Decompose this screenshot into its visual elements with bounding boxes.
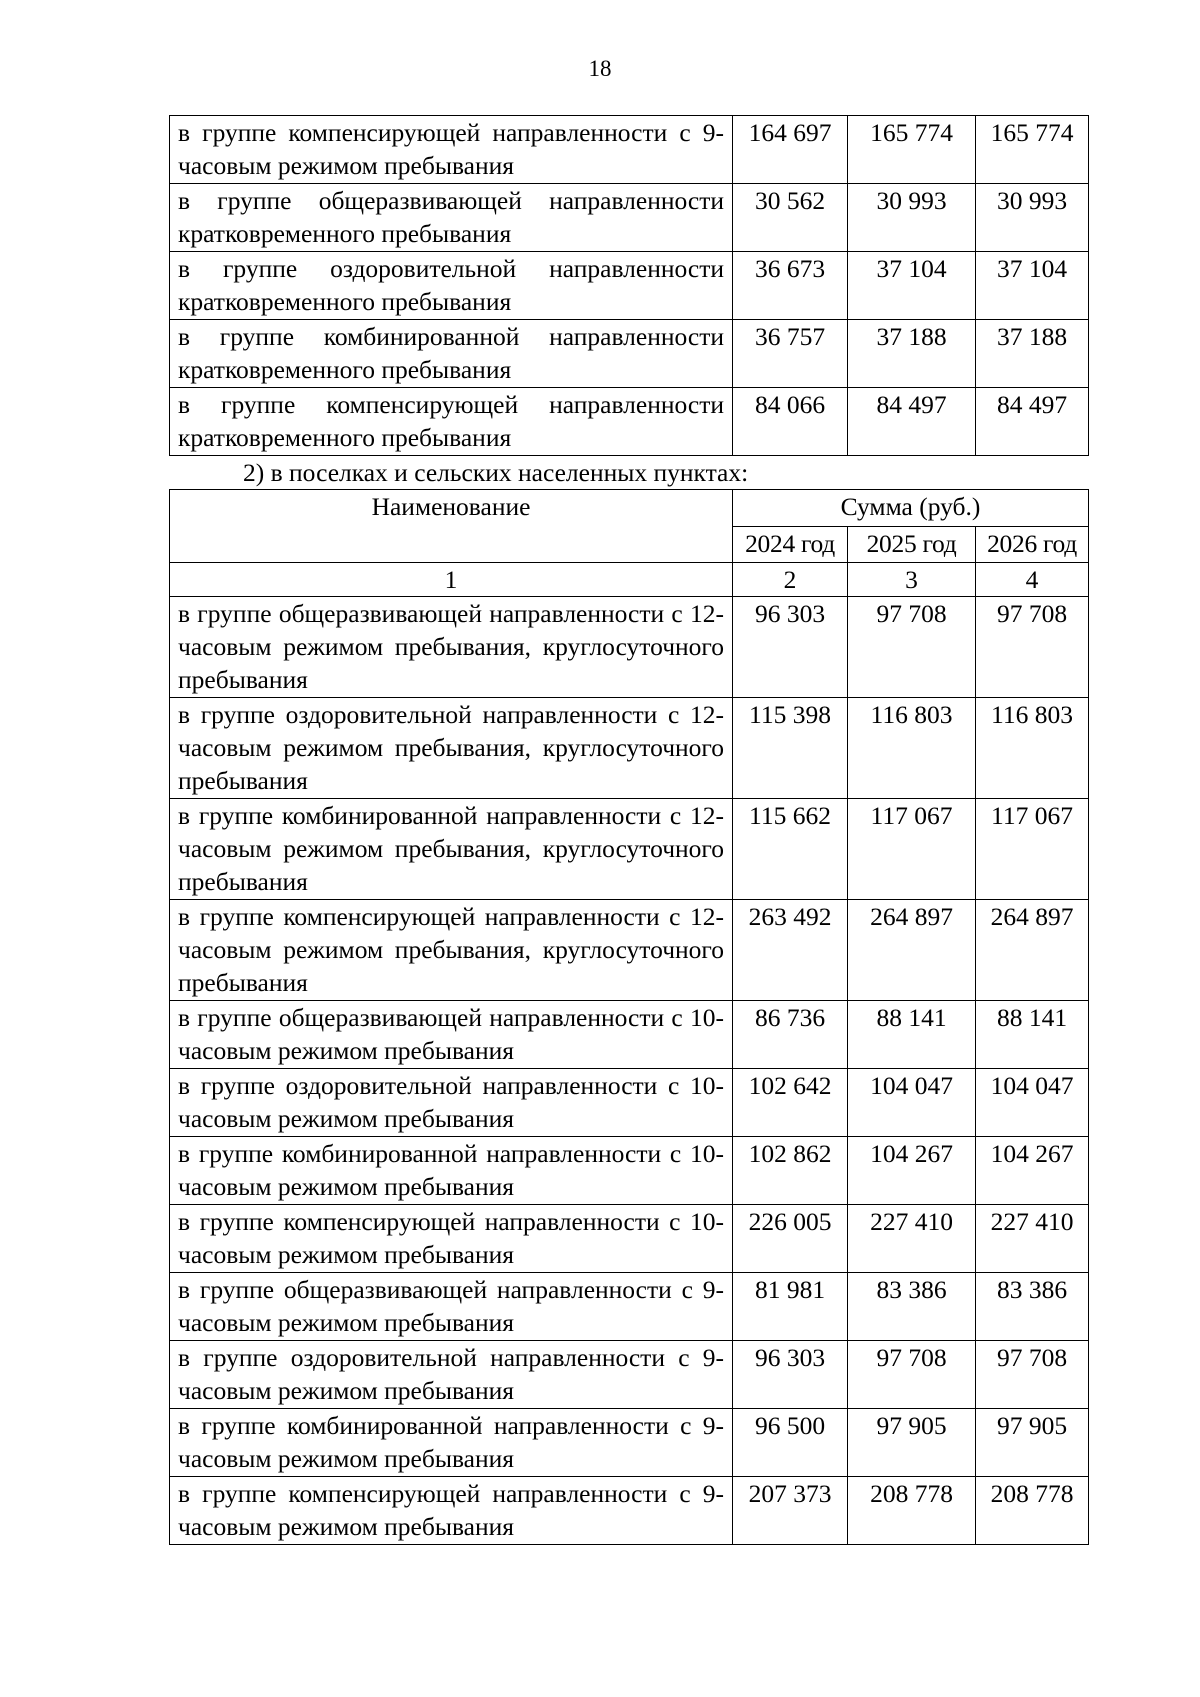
table-row: [170, 1205, 1089, 1273]
value-2025: 116 803: [848, 698, 976, 799]
value-2026: 30 993: [976, 184, 1089, 252]
row-name: в группе оздоровительной направленности с 9-часовым режимом пребывания: [170, 1341, 733, 1409]
value-2025: 97 708: [848, 597, 976, 698]
row-name: в группе компенсирующей направленности кратковременного пребывания: [170, 388, 733, 456]
table-row: [170, 1409, 1089, 1477]
value-2026: 37 188: [976, 320, 1089, 388]
value-2026: 104 267: [976, 1137, 1089, 1205]
row-name: в группе компенсирующей направленности с 12-часовым режимом пребывания, круглосуточного пребывания: [170, 900, 733, 1001]
value-2026: 37 104: [976, 252, 1089, 320]
value-2026: 116 803: [976, 698, 1089, 799]
value-2024: 115 662: [733, 799, 848, 900]
table-row: [170, 698, 1089, 799]
header-row: [170, 490, 1089, 527]
row-name: в группе общеразвивающей направленности с 9-часовым режимом пребывания: [170, 1273, 733, 1341]
value-2024: 102 642: [733, 1069, 848, 1137]
table-row: [170, 388, 1089, 456]
value-2025: 165 774: [848, 116, 976, 184]
value-2025: 37 104: [848, 252, 976, 320]
table-row: [170, 1273, 1089, 1341]
value-2024: 96 500: [733, 1409, 848, 1477]
value-2026: 84 497: [976, 388, 1089, 456]
row-name: в группе общеразвивающей направленности с 10-часовым режимом пребывания: [170, 1001, 733, 1069]
table-row: [170, 184, 1089, 252]
row-name: в группе комбинированной направленности кратковременного пребывания: [170, 320, 733, 388]
value-2025: 88 141: [848, 1001, 976, 1069]
value-2025: 104 047: [848, 1069, 976, 1137]
value-2024: 226 005: [733, 1205, 848, 1273]
value-2025: 37 188: [848, 320, 976, 388]
value-2025: 227 410: [848, 1205, 976, 1273]
value-2025: 84 497: [848, 388, 976, 456]
value-2026: 264 897: [976, 900, 1089, 1001]
table-row: [170, 799, 1089, 900]
table-row: [170, 1137, 1089, 1205]
column-number-3: 3: [848, 563, 976, 597]
value-2026: 97 905: [976, 1409, 1089, 1477]
table-row: [170, 597, 1089, 698]
row-name: в группе комбинированной направленности с 9-часовым режимом пребывания: [170, 1409, 733, 1477]
column-header-2025: 2025 год: [848, 527, 976, 563]
table-row: [170, 900, 1089, 1001]
table-row: [170, 320, 1089, 388]
value-2025: 208 778: [848, 1477, 976, 1545]
value-2025: 117 067: [848, 799, 976, 900]
column-header-sum: Сумма (руб.): [733, 490, 1089, 527]
value-2026: 165 774: [976, 116, 1089, 184]
row-name: в группе оздоровительной направленности с 12-часовым режимом пребывания, круглосуточного пребывания: [170, 698, 733, 799]
value-2026: 88 141: [976, 1001, 1089, 1069]
value-2024: 207 373: [733, 1477, 848, 1545]
table-row: [170, 1477, 1089, 1545]
value-2025: 264 897: [848, 900, 976, 1001]
value-2024: 96 303: [733, 1341, 848, 1409]
value-2025: 83 386: [848, 1273, 976, 1341]
value-2024: 84 066: [733, 388, 848, 456]
column-header-name: Наименование: [170, 490, 733, 563]
column-number-4: 4: [976, 563, 1089, 597]
row-name: в группе комбинированной направленности с 12-часовым режимом пребывания, круглосуточного пребывания: [170, 799, 733, 900]
value-2026: 104 047: [976, 1069, 1089, 1137]
value-2024: 164 697: [733, 116, 848, 184]
row-name: в группе оздоровительной направленности с 10-часовым режимом пребывания: [170, 1069, 733, 1137]
value-2024: 30 562: [733, 184, 848, 252]
value-2024: 102 862: [733, 1137, 848, 1205]
header-row-numbers: [170, 563, 1089, 597]
table-row: [170, 1341, 1089, 1409]
table-row: [170, 116, 1089, 184]
value-2026: 117 067: [976, 799, 1089, 900]
table-row: [170, 1001, 1089, 1069]
value-2025: 30 993: [848, 184, 976, 252]
value-2024: 263 492: [733, 900, 848, 1001]
table-row: [170, 252, 1089, 320]
row-name: в группе компенсирующей направленности с 9-часовым режимом пребывания: [170, 1477, 733, 1545]
value-2024: 96 303: [733, 597, 848, 698]
value-2024: 115 398: [733, 698, 848, 799]
value-2025: 104 267: [848, 1137, 976, 1205]
value-2025: 97 708: [848, 1341, 976, 1409]
row-name: в группе комбинированной направленности с 10-часовым режимом пребывания: [170, 1137, 733, 1205]
value-2026: 227 410: [976, 1205, 1089, 1273]
table-row: [170, 1069, 1089, 1137]
value-2024: 86 736: [733, 1001, 848, 1069]
row-name: в группе компенсирующей направленности с 10-часовым режимом пребывания: [170, 1205, 733, 1273]
value-2025: 97 905: [848, 1409, 976, 1477]
row-name: в группе общеразвивающей направленности кратковременного пребывания: [170, 184, 733, 252]
column-number-2: 2: [733, 563, 848, 597]
column-header-2026: 2026 год: [976, 527, 1089, 563]
value-2024: 36 673: [733, 252, 848, 320]
value-2026: 97 708: [976, 1341, 1089, 1409]
row-name: в группе компенсирующей направленности с 9-часовым режимом пребывания: [170, 116, 733, 184]
page-number: 18: [588, 56, 612, 81]
value-2024: 36 757: [733, 320, 848, 388]
column-header-2024: 2024 год: [733, 527, 848, 563]
value-2024: 81 981: [733, 1273, 848, 1341]
row-name: в группе общеразвивающей направленности с 12-часовым режимом пребывания, круглосуточного пребывания: [170, 597, 733, 698]
rates-table-villages: [169, 489, 1089, 1545]
column-number-1: 1: [170, 563, 733, 597]
row-name: в группе оздоровительной направленности кратковременного пребывания: [170, 252, 733, 320]
rates-table-continued: [169, 115, 1089, 456]
section-heading: 2) в поселках и сельских населенных пунктах:: [243, 458, 749, 487]
value-2026: 97 708: [976, 597, 1089, 698]
value-2026: 208 778: [976, 1477, 1089, 1545]
value-2026: 83 386: [976, 1273, 1089, 1341]
